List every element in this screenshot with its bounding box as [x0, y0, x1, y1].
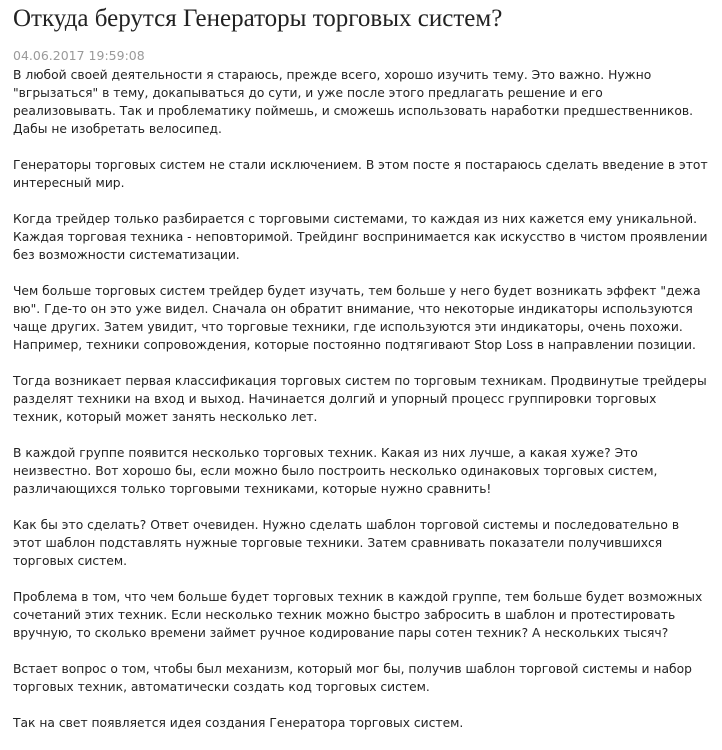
post-paragraph: В любой своей деятельности я стараюсь, прежде всего, хорошо изучить тему. Это важно. Нужно "вгрызаться" в тему, докапываться до сути, и уже после этого предлагать решение и его реализовывать. Так и проблематику поймешь, и сможешь использовать наработки предшественников. Дабы не изобретать велосипед.	[13, 68, 694, 136]
post-paragraph: Чем больше торговых систем трейдер будет изучать, тем больше у него будет возникать эффект "дежа вю". Где-то он это уже видел. Сначала он обратит внимание, что некоторые индикаторы используются чаще других. Затем увидит, что торговые техники, где используются эти индикаторы, очень похожи. Например, техники сопровождения, которые постоянно подтягивают Stop Loss в направлении позиции.	[13, 284, 701, 352]
post-paragraph: Так на свет появляется идея создания Генератора торговых систем.	[13, 716, 464, 730]
post-paragraph: Когда трейдер только разбирается с торговыми системами, то каждая из них кажется ему уникальной. Каждая торговая техника - неповторимой. Трейдинг воспринимается как искусство в чистом проявлении без возможности систематизации.	[13, 212, 708, 262]
post-paragraph: Встает вопрос о том, чтобы был механизм, который мог бы, получив шаблон торговой системы и набор торговых техник, автоматически создать код торговых систем.	[13, 662, 692, 694]
post-paragraph: Тогда возникает первая классификация торговых систем по торговым техникам. Продвинутые трейдеры разделят техники на вход и выход. Начинается долгий и упорный процесс группировки торговых техник, который может занять несколько лет.	[13, 374, 707, 424]
post-paragraph: Генераторы торговых систем не стали исключением. В этом посте я постараюсь сделать введение в этот интересный мир.	[13, 158, 708, 190]
post-title: Откуда берутся Генераторы торговых систем?	[13, 5, 503, 32]
post-paragraph: В каждой группе появится несколько торговых техник. Какая из них лучше, а какая хуже? Это неизвестно. Вот хорошо бы, если можно было построить несколько одинаковых торговых систем, различающихся только торговыми техниками, которые нужно сравнить!	[13, 446, 658, 496]
post-paragraph: Как бы это сделать? Ответ очевиден. Нужно сделать шаблон торговой системы и последовательно в этот шаблон подставлять нужные торговые техники. Затем сравнивать показатели получившихся торговых систем.	[13, 518, 680, 568]
blog-post	[13, 0, 713, 750]
post-paragraph: Проблема в том, что чем больше будет торговых техник в каждой группе, тем больше будет возможных сочетаний этих техник. Если несколько техник можно быстро забросить в шаблон и протестировать вручную, то сколько времени займет ручное кодирование пары сотен техник? А нескольких тысяч?	[13, 590, 703, 640]
post-body	[13, 66, 713, 732]
post-date: 04.06.2017 19:59:08	[13, 48, 145, 63]
